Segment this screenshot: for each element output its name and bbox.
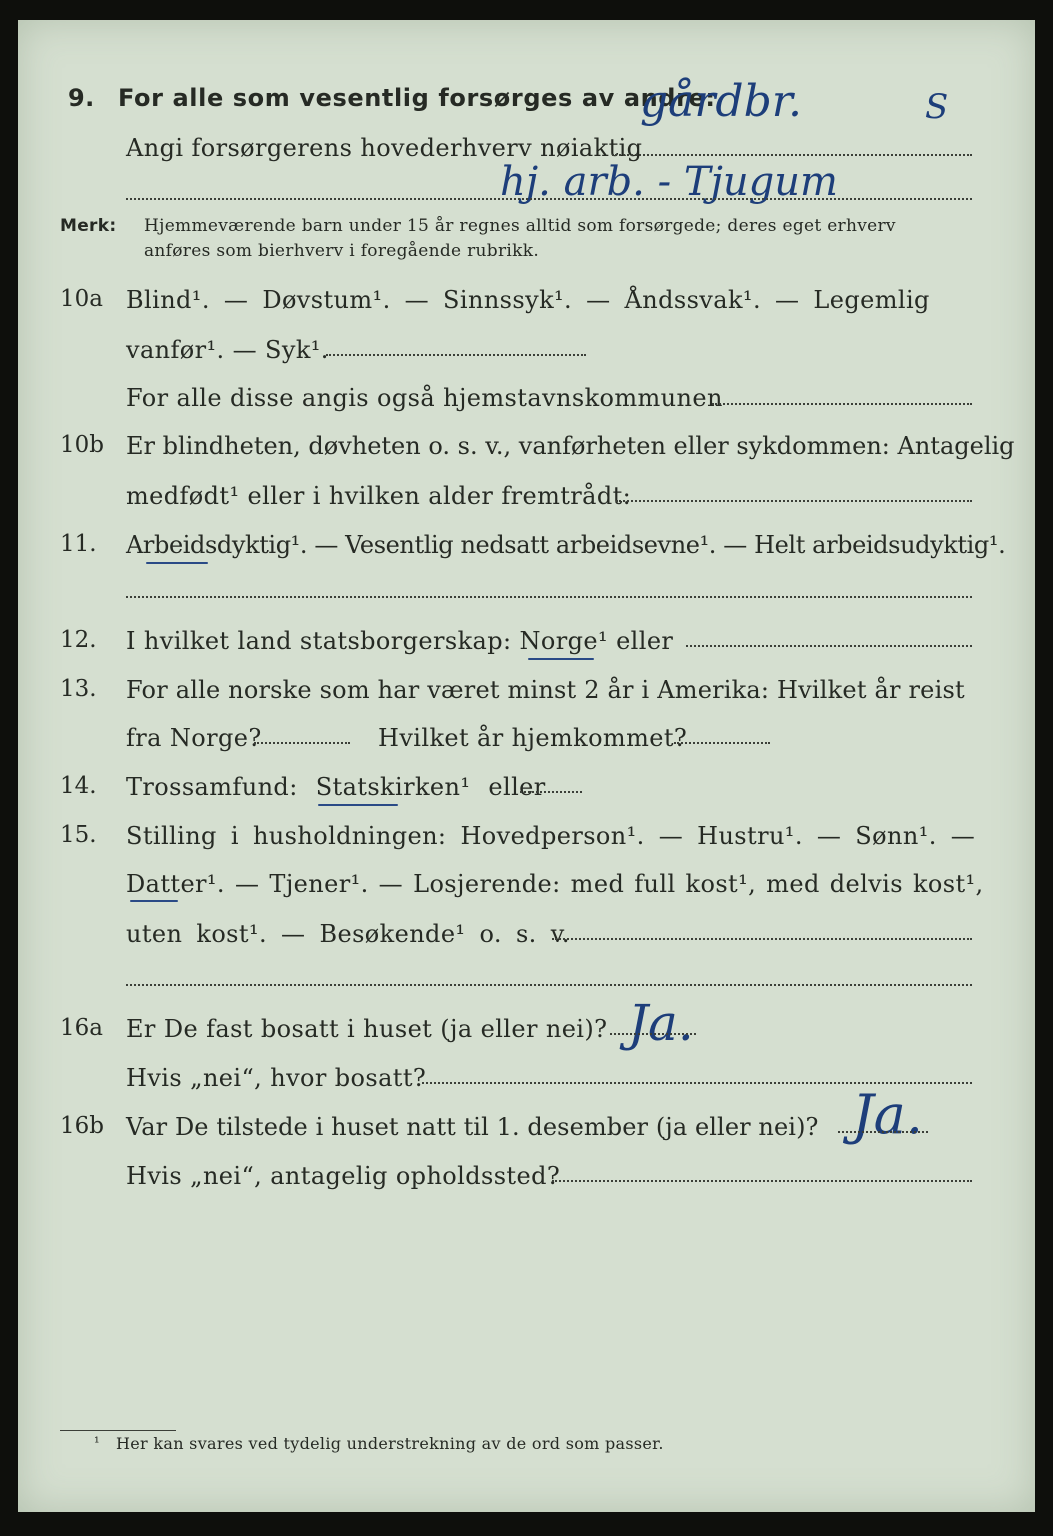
q16b-line-1: Var De tilstede i huset natt til 1. desember (ja eller nei)? [126, 1113, 819, 1141]
q12-line-1: I hvilket land statsborgerskap: Norge¹ eller [126, 627, 674, 655]
q16b-handwritten-answer: Ja. [852, 1083, 924, 1146]
q16a-number: 16a [60, 1015, 103, 1041]
q13-line-1: For alle norske som har været minst 2 år i Amerika: Hvilket år reist [126, 676, 965, 704]
footnote-text: Her kan svares ved tydelig understrekning av de ord som passer. [116, 1434, 664, 1453]
q13-number: 13. [60, 676, 97, 702]
q15-answer-line[interactable] [552, 938, 972, 940]
q10b-line-2: medfødt¹ eller i hvilken alder fremtrådt: [126, 482, 632, 510]
q10a-line-1: Blind¹. — Døvstum¹. — Sinnssyk¹. — Åndssvak¹. — Legemlig [126, 286, 930, 314]
q9-handwritten-mark: S [925, 87, 949, 127]
q15-line-1: Stilling i husholdningen: Hovedperson¹. — Hustru¹. — Sønn¹. — [126, 822, 976, 850]
footnote-rule [60, 1430, 176, 1431]
q11-number: 11. [60, 531, 97, 557]
q12-answer-line[interactable] [686, 645, 972, 647]
q9-number: 9. [68, 84, 95, 112]
merk-line-2: anføres som bierhverv i foregående rubrikk. [144, 241, 540, 261]
q16a-answer-line[interactable] [610, 1033, 696, 1035]
q10b-line-1: Er blindheten, døvheten o. s. v., vanførheten eller sykdommen: Antagelig [126, 432, 1015, 460]
q12-underline-norge [528, 658, 594, 660]
q10a-line-2: vanfør¹. — Syk¹. [126, 336, 329, 364]
q9-handwritten-occupation: gårdbr. [640, 76, 802, 127]
merk-line-1: Hjemmeværende barn under 15 år regnes alltid som forsørgede; deres eget erhverv [144, 216, 896, 236]
q16b-answer-line[interactable] [838, 1131, 928, 1133]
q13-line-2b: Hvilket år hjemkommet? [378, 724, 688, 752]
q11-extra-line[interactable] [126, 596, 972, 598]
q16b-whereabouts-line[interactable] [552, 1180, 972, 1182]
q12-number: 12. [60, 627, 97, 653]
q16a-line-2: Hvis „nei“, hvor bosatt? [126, 1064, 427, 1092]
q15-line-2: Datter¹. — Tjener¹. — Losjerende: med full kost¹, med delvis kost¹, [126, 870, 984, 898]
q13-return-year-line[interactable] [674, 742, 770, 744]
q14-underline-statskirken [318, 804, 398, 806]
q10b-number: 10b [60, 432, 104, 458]
q14-line-1: Trossamfund: Statskirken¹ eller [126, 773, 546, 801]
q13-departure-year-line[interactable] [254, 742, 350, 744]
q9-label: Angi forsørgerens hovederhverv nøiaktig [126, 134, 643, 162]
q10a-line-3: For alle disse angis også hjemstavnskommunen [126, 384, 723, 412]
footnote-mark: ¹ [94, 1435, 100, 1451]
q15-number: 15. [60, 822, 97, 848]
merk-label: Merk: [60, 216, 117, 236]
q10a-hometown-line[interactable] [712, 403, 972, 405]
q16b-line-2: Hvis „nei“, antagelig opholdssted? [126, 1162, 561, 1190]
q15-extra-line[interactable] [126, 984, 972, 986]
q10a-number: 10a [60, 286, 103, 312]
q16b-number: 16b [60, 1113, 104, 1139]
q14-answer-line[interactable] [520, 791, 582, 793]
q10b-answer-line[interactable] [616, 500, 972, 502]
q9-handwritten-place: hj. arb. - Tjugum [500, 159, 838, 205]
q9-heading: For alle som vesentlig forsørges av andre: [118, 84, 716, 112]
q9-answer-line-2[interactable] [126, 198, 972, 200]
q14-number: 14. [60, 773, 97, 799]
q11-line-1: Arbeidsdyktig¹. — Vesentlig nedsatt arbeidsevne¹. — Helt arbeidsudyktig¹. [126, 531, 1006, 559]
q15-underline-datter [130, 900, 178, 902]
q10a-answer-line[interactable] [326, 354, 586, 356]
q15-line-3: uten kost¹. — Besøkende¹ o. s. v. [126, 920, 570, 948]
q16a-handwritten-answer: Ja. [628, 994, 694, 1052]
q9-answer-line-1[interactable] [612, 154, 972, 156]
q16a-line-1: Er De fast bosatt i huset (ja eller nei)? [126, 1015, 608, 1043]
q11-underline-arbeidsdyktig [146, 562, 208, 564]
q13-line-2a: fra Norge? [126, 724, 262, 752]
